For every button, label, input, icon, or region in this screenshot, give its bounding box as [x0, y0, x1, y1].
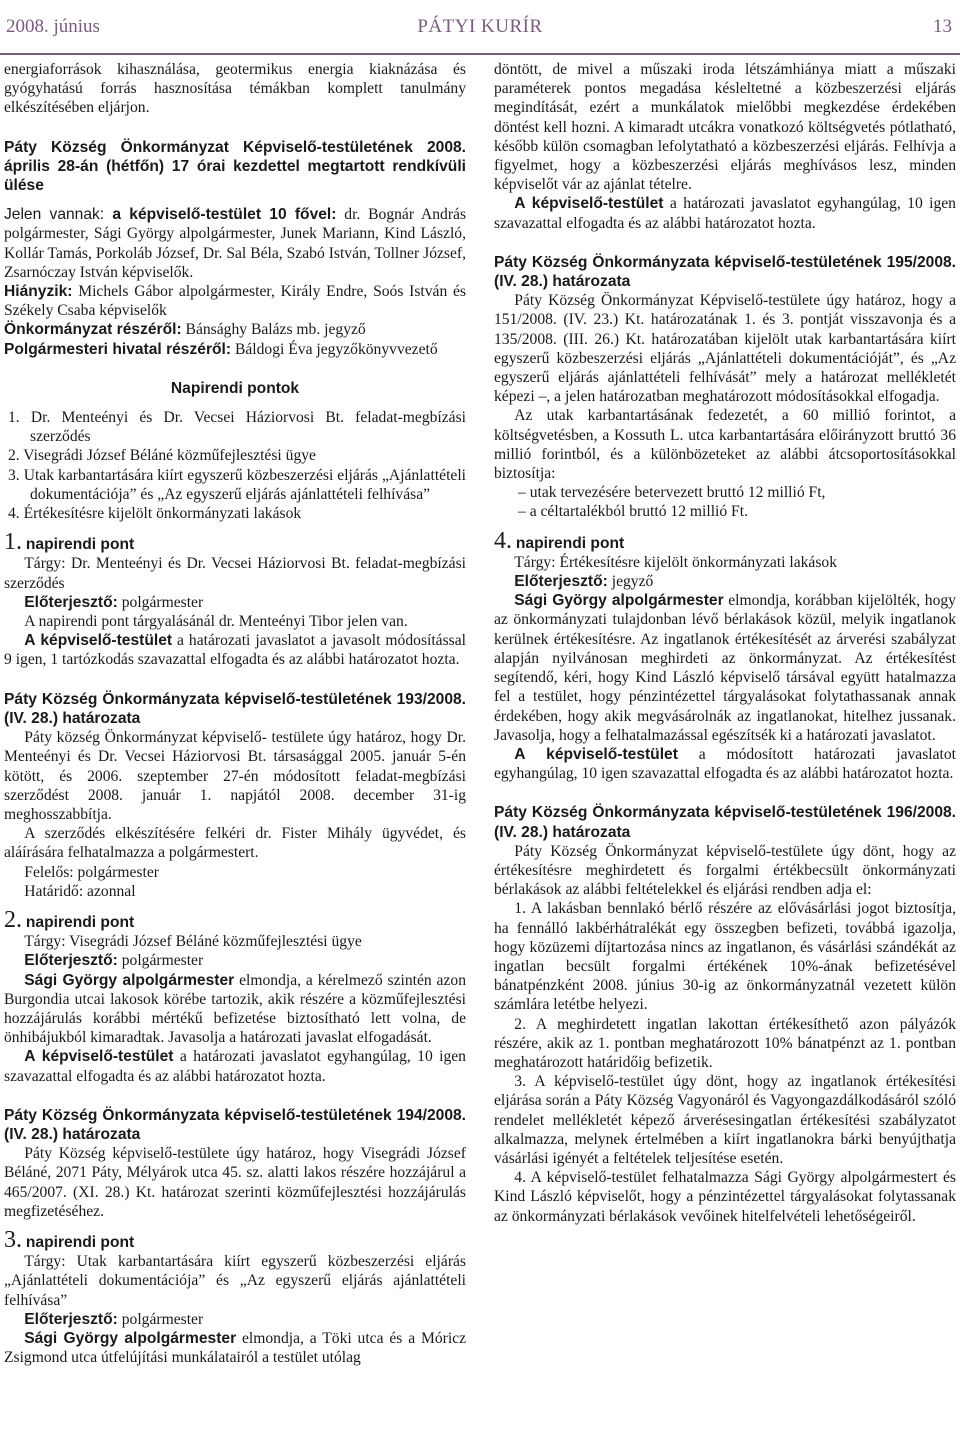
speaker-paragraph [4, 1329, 466, 1367]
header-rule [0, 53, 960, 55]
presenter-value: polgármester [117, 593, 204, 611]
section-label: napirendi pont [25, 536, 135, 554]
issue-date: 2008. június [6, 16, 100, 37]
resolution-title: Páty Község Önkormányzata képviselő-testületének 195/2008. (IV. 28.) határozata [494, 253, 956, 291]
present-paragraph [4, 205, 466, 282]
vote-label: A képviselő-testület [514, 195, 664, 213]
subject: Tárgy: Értékesítésre kijelölt önkormányzati lakások [514, 553, 838, 571]
section-label: napirendi pont [25, 913, 135, 931]
responsible: Felelős: polgármester [24, 863, 159, 881]
absent-label: Hiányzik: [4, 283, 73, 301]
list-item: – utak tervezésére betervezett bruttó 12 millió Ft, [518, 484, 826, 502]
presenter [494, 572, 956, 591]
speaker-name: Sági György alpolgármester [24, 1329, 237, 1347]
deadline: Határidő: azonnal [24, 882, 136, 900]
gov-text: Bánsághy Balázs mb. jegyző [181, 321, 366, 339]
paragraph: Az utak karbantartásának fedezetét, a 60 millió forintot, a költségvetésben, a Kossuth L. utca karbantartására előirányzott bruttó 36 millió forintból, és a különbözeteket az alábbi átcsoportosításokkal biztosítja: [494, 407, 956, 483]
speaker-text: elmondja, korábban kijelölték, hogy az önkormányzati tulajdonban lévő bérlakások közül, melyik ingatlanok kerülnek értékesítésre. Az ingatlanok értékesítését az árverési szabályzat alapján nyilvánosan meghirdeti az önkormányzat. Az értékesítést segítendő, kéri, hogy Kind László képviselő társával együtt hatalmazza fel a testület, hogy pénzintézettel tárgyalásokat folytathassanak annak érdekében, hogy akik megvásárolnák az ingatlanokat, hitelhez jussanak. Javasolja, hogy a felhatalmazással egészítsék ki a határozati javaslatot. [494, 592, 956, 744]
section-number: 2. [4, 906, 22, 933]
subject: Tárgy: Visegrádi József Béláné közműfejlesztési ügye [24, 933, 362, 951]
paragraph: Páty község Önkormányzat képviselő- testülete úgy határoz, hogy Dr. Menteényi és Dr. Vecsei Háziorvosi Bt. társasággal 2005. január 5-én kötött, és 2006. szeptember 27-én módosított feladat-megbízási szerződést 2008. január 1. napjától 2008. december 31-ig meghosszabbítja. [4, 729, 466, 823]
paragraph: döntött, de mivel a műszaki iroda létszámhiánya miatt a műszaki paraméterek pontos megadása késleltetné a közbeszerzési eljárás megindítását, ezért a munkálatok mielőbbi megkezdése érdekében döntést kell hozni. A kimaradt utcákra vonatkozó költségvetés pótlatható, később külön csomagban lefolytatható a közbeszerzési eljárás. Felhívja a figyelmet, hogy a közbeszerzési eljárás meghívásos lesz, minden képviselőt vár az ajánlat tételre. [494, 61, 956, 194]
presenter-label: Előterjesztő: [24, 593, 118, 611]
present-bold: a képviselő-testület 10 fővel: [112, 206, 337, 224]
paragraph: A szerződés elkészítésére felkéri dr. Fister Mihály ügyvédet, és aláírására felhatalmazza a polgármestert. [4, 825, 466, 862]
speaker-text: elmondja, a kérelmező szintén azon Burgondia utcai lakosok körébe tartozik, akik részére a közműfejlesztési hozzájárulás korábbi mértékű befizetése biztosítható lett volna, de önhibájukból kimaradtak. Javasolja a határozati javaslat elfogadását. [4, 971, 466, 1047]
section-number: 1. [4, 529, 22, 556]
present-intro: Jelen vannak: [4, 206, 113, 224]
section-label: napirendi pont [25, 1233, 135, 1251]
subject: Tárgy: Utak karbantartására kiírt egyszerű közbeszerzési eljárás „Ajánlattételi dokumentációja” és „Az egyszerű eljárás ajánlattételi felhívása” [4, 1253, 466, 1309]
presenter-label: Előterjesztő: [514, 573, 608, 591]
page-number: 13 [933, 16, 952, 37]
vote-label: A képviselő-testület [24, 1048, 174, 1066]
section-label: napirendi pont [515, 534, 625, 552]
vote-text: a módosított határozati javaslatot egyhangúlag, 10 igen szavazattal elfogadta és az alábbi határozatot hozta. [494, 745, 956, 783]
speaker-paragraph [4, 971, 466, 1048]
vote-paragraph [4, 1047, 466, 1085]
subject: Tárgy: Dr. Menteényi és Dr. Vecsei Háziorvosi Bt. feladat-megbízási szerződés [4, 555, 466, 592]
section-heading [4, 529, 466, 556]
speaker-name: Sági György alpolgármester [24, 971, 235, 989]
resolution-title: Páty Község Önkormányzata képviselő-testületének 194/2008. (IV. 28.) határozata [4, 1106, 466, 1143]
list-item: 2. A meghirdetett ingatlan lakottan értékesíthető azon pályázók részére, akik az 1. pontban meghatározott 10% bánatpénzt az 1. pontban meghatározott határidőig befizetik. [494, 1015, 956, 1071]
presenter-value: polgármester [117, 952, 204, 970]
newspaper-title: PÁTYI KURÍR [417, 16, 543, 37]
presenter-label: Előterjesztő: [24, 952, 118, 970]
absent-text: Michels Gábor alpolgármester, Király Endre, Soós István és Székely Csaba képviselők [4, 283, 466, 320]
speaker-text: elmondja, a Töki utca és a Móricz Zsigmond utca útfelújítási munkálatairól a testület utólag [4, 1329, 466, 1367]
vote-text: a határozati javaslatot egyhangúlag, 10 igen szavazattal elfogadta és az alábbi határozatot hozta. [494, 195, 956, 232]
gov-label: Önkormányzat részéről: [4, 321, 182, 339]
speaker-paragraph [494, 591, 956, 745]
list-item: 3. A képviselő-testület úgy dönt, hogy az ingatlanok értékesítési eljárása során a Páty Község Vagyonáról és Vagyongazdálkodásáról szóló rendelet mellékletét képező árverésesingatlan értékesítési szabályzatot alkalmazza, melynek értelmében a kiírt ingatlanokra bárki benyújthatja vásárlási igényét a feltételek teljesítése esetén. [494, 1073, 956, 1167]
right-column [494, 60, 956, 1226]
paragraph: Páty Község képviselő-testülete úgy határoz, hogy Visegrádi József Béláné, 2071 Páty, Mélyárok utca 45. sz. alatti lakos részére hozzájárul a 465/2007. (XI. 28.) Kt. határozat szerinti közműfejlesztési hozzájárulás megfizetéséhez. [4, 1145, 466, 1220]
list-item: – a céltartalékból bruttó 12 millió Ft. [518, 503, 748, 521]
vote-text: a határozati javaslatot a javasolt módosítással 9 igen, 1 tartózkodás szavazattal elfogadta és az alábbi határozatot hozta. [4, 632, 466, 669]
vote-paragraph [4, 631, 466, 669]
agenda-item: 1. Dr. Menteényi és Dr. Vecsei Háziorvosi Bt. feladat-megbízási szerződés [8, 409, 466, 446]
gov-paragraph [4, 320, 466, 339]
section-heading [494, 527, 956, 554]
list-item: 4. A képviselő-testület felhatalmazza Sági György alpolgármestert és Kind László képviselőt, hogy a pénzintézettel tárgyalásokat folytassanak az önkormányzati bérlakások vevőinek hitelfelvételi lehetőségeiről. [494, 1169, 956, 1225]
resolution-title: Páty Község Önkormányzata képviselő-testületének 196/2008. (IV. 28.) határozata [494, 804, 956, 841]
agenda-item: 4. Értékesítésre kijelölt önkormányzati lakások [8, 505, 302, 523]
agenda-item: 3. Utak karbantartására kiírt egyszerű közbeszerzési eljárás „Ajánlattételi dokumentációja” és „Az egyszerű eljárás ajánlattételi felhívása” [8, 466, 466, 503]
section-number: 3. [4, 1226, 22, 1253]
section-heading [4, 906, 466, 933]
presenter [4, 951, 466, 970]
absent-paragraph [4, 282, 466, 320]
office-label: Polgármesteri hivatal részéről: [4, 340, 232, 358]
presenter [4, 1310, 466, 1329]
left-column [4, 60, 466, 1367]
page-header [0, 0, 960, 58]
paragraph: Páty Község Önkormányzat Képviselő-testülete úgy határoz, hogy a 151/2008. (IV. 23.) Kt. határozatának 1. és 3. pontját visszavonja és a 135/2008. (III. 26.) Kt. határozatában kijelölt utak karbantartására kiírt egyszerű közbeszerzési eljárás „Ajánlattételi dokumentációját”, és „Az egyszerű eljárás ajánlattételi felhívását” mely a határozat mellékletét képezi –, a jelen határozatban meghatározott módosításokkal elfogadja. [494, 292, 956, 406]
presenter-value: jegyző [607, 573, 654, 591]
vote-paragraph [494, 745, 956, 783]
presenter-label: Előterjesztő: [24, 1310, 118, 1328]
agenda-item: 2. Visegrádi József Béláné közműfejlesztési ügye [8, 447, 316, 465]
paragraph: energiaforrások kihasználása, geotermikus energia kiaknázása és gyógyhatású forrás hasznosítása témákban komplett tanulmány elkészítésében eljárjon. [4, 61, 466, 117]
paragraph: A napirendi pont tárgyalásánál dr. Menteényi Tibor jelen van. [24, 613, 408, 631]
paragraph: Páty Község Önkormányzat képviselő-testülete úgy dönt, hogy az értékesítésre meghirdetett és forgalmi értékbecsült önkormányzati bérlakások az alábbi feltételekkel és eljárási rendben adja el: [494, 842, 956, 899]
meeting-title: Páty Község Önkormányzat Képviselő-testületének 2008. április 28-án (hétfőn) 17 órai kezdettel megtartott rendkívüli ülése [4, 138, 466, 195]
vote-label: A képviselő-testület [514, 745, 678, 763]
section-number: 4. [494, 527, 512, 554]
section-heading [4, 1226, 466, 1253]
presenter-value: polgármester [117, 1310, 204, 1328]
resolution-title: Páty Község Önkormányzata képviselő-testületének 193/2008. (IV. 28.) határozata [4, 690, 466, 727]
office-paragraph [4, 340, 466, 359]
speaker-name: Sági György alpolgármester [514, 592, 724, 610]
agenda-title: Napirendi pontok [170, 379, 300, 397]
office-text: Báldogi Éva jegyzőkönyvvezető [231, 340, 438, 358]
vote-paragraph [494, 194, 956, 232]
vote-text: a határozati javaslatot egyhangúlag, 10 igen szavazattal elfogadta és az alábbi határozatot hozta. [4, 1048, 466, 1085]
presenter [4, 593, 466, 612]
list-item: 1. A lakásban bennlakó bérlő részére az elővásárlási jogot biztosítja, ha fennálló lakbérhátralékát egy összegben befizeti, továbbá igazolja, hogy közüzemi díjtartozása nincs az ingatlanon, és vásárlási szándékát az ingatlan becsült forgalmi értékének 10%-ának befizetésével bánatpénzként 2008. június 30-ig az önkormányzatnál vezetett külön számlára letétbe helyezi. [494, 900, 956, 1014]
vote-label: A képviselő-testület [24, 632, 173, 650]
present-text: dr. Bognár András polgármester, Sági György alpolgármester, Junek Mariann, Kind László, Kollár Tamás, Porkoláb József, Dr. Sal Béla, Szabó István, Tollner József, Zsarnóczay István képviselők. [4, 206, 467, 281]
